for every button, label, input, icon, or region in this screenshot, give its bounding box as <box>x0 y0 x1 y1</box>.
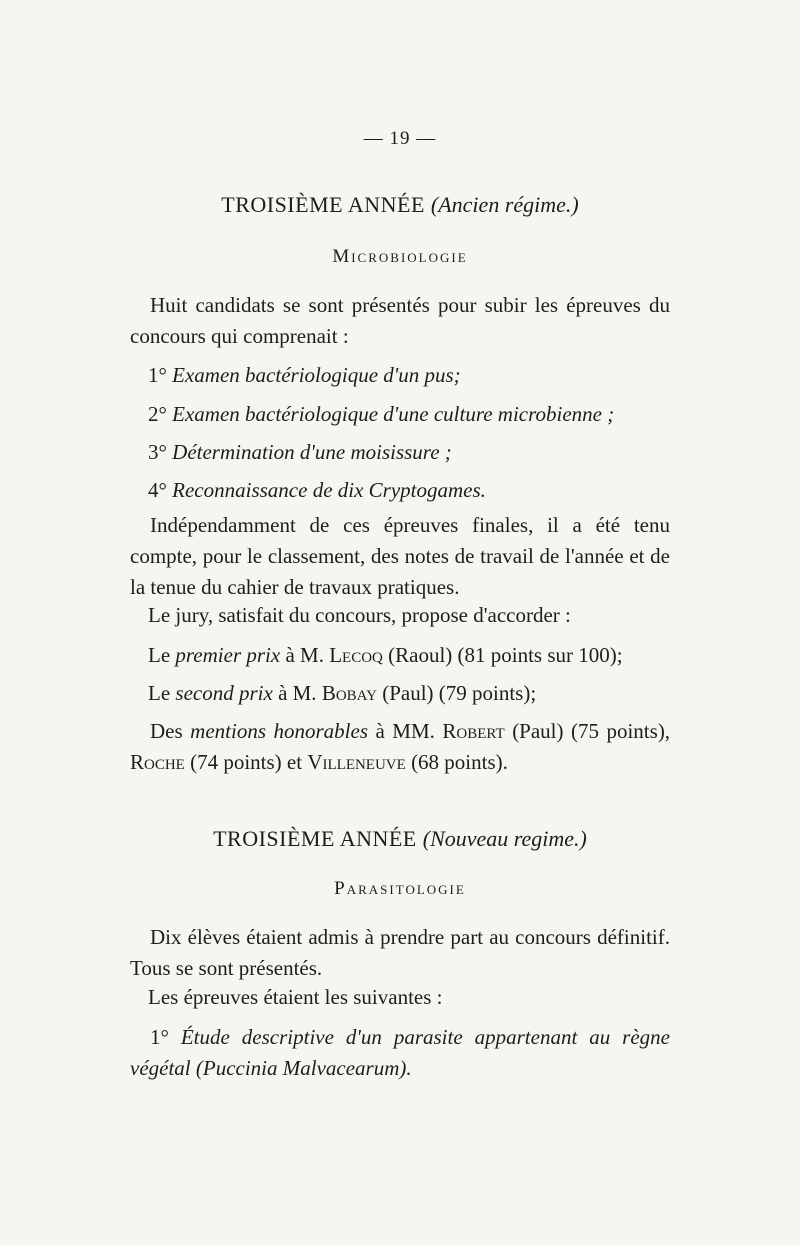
item-text: Détermination d'une moisissure ; <box>172 440 452 464</box>
mentions-post: (Paul) (75 points), <box>512 719 671 743</box>
prize-post: (Paul) (79 points); <box>382 681 537 705</box>
item-number: 3° <box>148 440 167 464</box>
prize-pre: Le <box>148 643 171 667</box>
laureate-name: Robert <box>442 719 505 743</box>
laureate-name: Roche <box>130 750 185 774</box>
subheading-parasitologie: Parasitologie <box>334 878 466 899</box>
laureate-name: Villeneuve <box>307 750 406 774</box>
item-number: 4° <box>148 478 167 502</box>
list-item <box>148 475 688 506</box>
page-number: — 19 — <box>363 128 437 149</box>
item-number: 1° <box>148 363 167 387</box>
section-heading-nouveau <box>0 826 800 852</box>
heading-text: TROISIÈME ANNÉE <box>213 826 417 851</box>
prize-award: premier prix <box>175 643 281 667</box>
dix-eleves-wrap <box>130 922 670 984</box>
prize-line-first <box>148 640 688 671</box>
etude-wrap <box>130 1022 670 1084</box>
mentions-wrap <box>130 716 670 778</box>
mentions-pre: Des <box>150 719 183 743</box>
dix-eleves-paragraph: Dix élèves étaient admis à prendre part au concours définitif. Tous se sont présentés. <box>130 925 670 980</box>
heading-text: TROISIÈME ANNÉE <box>221 192 425 217</box>
subheading-microbiologie: Microbiologie <box>332 246 468 267</box>
mentions-paragraph <box>130 716 670 778</box>
item-text: Examen bactériologique d'une culture microbienne ; <box>172 402 615 426</box>
item-text: Reconnaissance de dix Cryptogames. <box>172 478 486 502</box>
section-heading-ancien <box>0 192 800 218</box>
list-item <box>148 437 688 468</box>
mentions-post: (68 points). <box>411 750 508 774</box>
heading-note: (Nouveau regime.) <box>422 826 587 851</box>
mentions-mid: à MM. <box>375 719 435 743</box>
laureate-name: Bobay <box>321 681 377 705</box>
prize-post: (Raoul) (81 points sur 100); <box>388 643 623 667</box>
prize-line-second <box>148 678 688 709</box>
item-text: Étude descriptive d'un parasite appartenant au règne végétal (Puccinia Malvacearum). <box>130 1025 670 1080</box>
intro-paragraph: Huit candidats se sont présentés pour subir les épreuves du concours qui comprenait : <box>130 293 670 348</box>
list-item <box>148 360 688 391</box>
prize-mid: à M. <box>285 643 324 667</box>
heading-note: (Ancien régime.) <box>430 192 579 217</box>
item-text: Examen bactériologique d'un pus; <box>172 363 461 387</box>
laureate-name: Lecoq <box>329 643 383 667</box>
epreuves-line: Les épreuves étaient les suivantes : <box>148 985 443 1009</box>
paragraph-independamment: Indépendamment de ces épreuves finales, il a été tenu compte, pour le classement, des notes de travail de l'année et de la tenue du cahier de travaux pratiques. <box>130 513 670 599</box>
item-number: 2° <box>148 402 167 426</box>
list-item <box>148 399 688 430</box>
jury-line: Le jury, satisfait du concours, propose d'accorder : <box>148 603 571 627</box>
item-number: 1° <box>150 1025 169 1049</box>
list-item <box>130 1022 670 1084</box>
mentions-post: (74 points) et <box>190 750 303 774</box>
prize-award: second prix <box>175 681 273 705</box>
mentions-award: mentions honorables <box>190 719 368 743</box>
paragraph-wrap <box>130 510 670 603</box>
prize-pre: Le <box>148 681 171 705</box>
prize-mid: à M. <box>278 681 317 705</box>
intro-paragraph-wrap <box>130 290 670 352</box>
